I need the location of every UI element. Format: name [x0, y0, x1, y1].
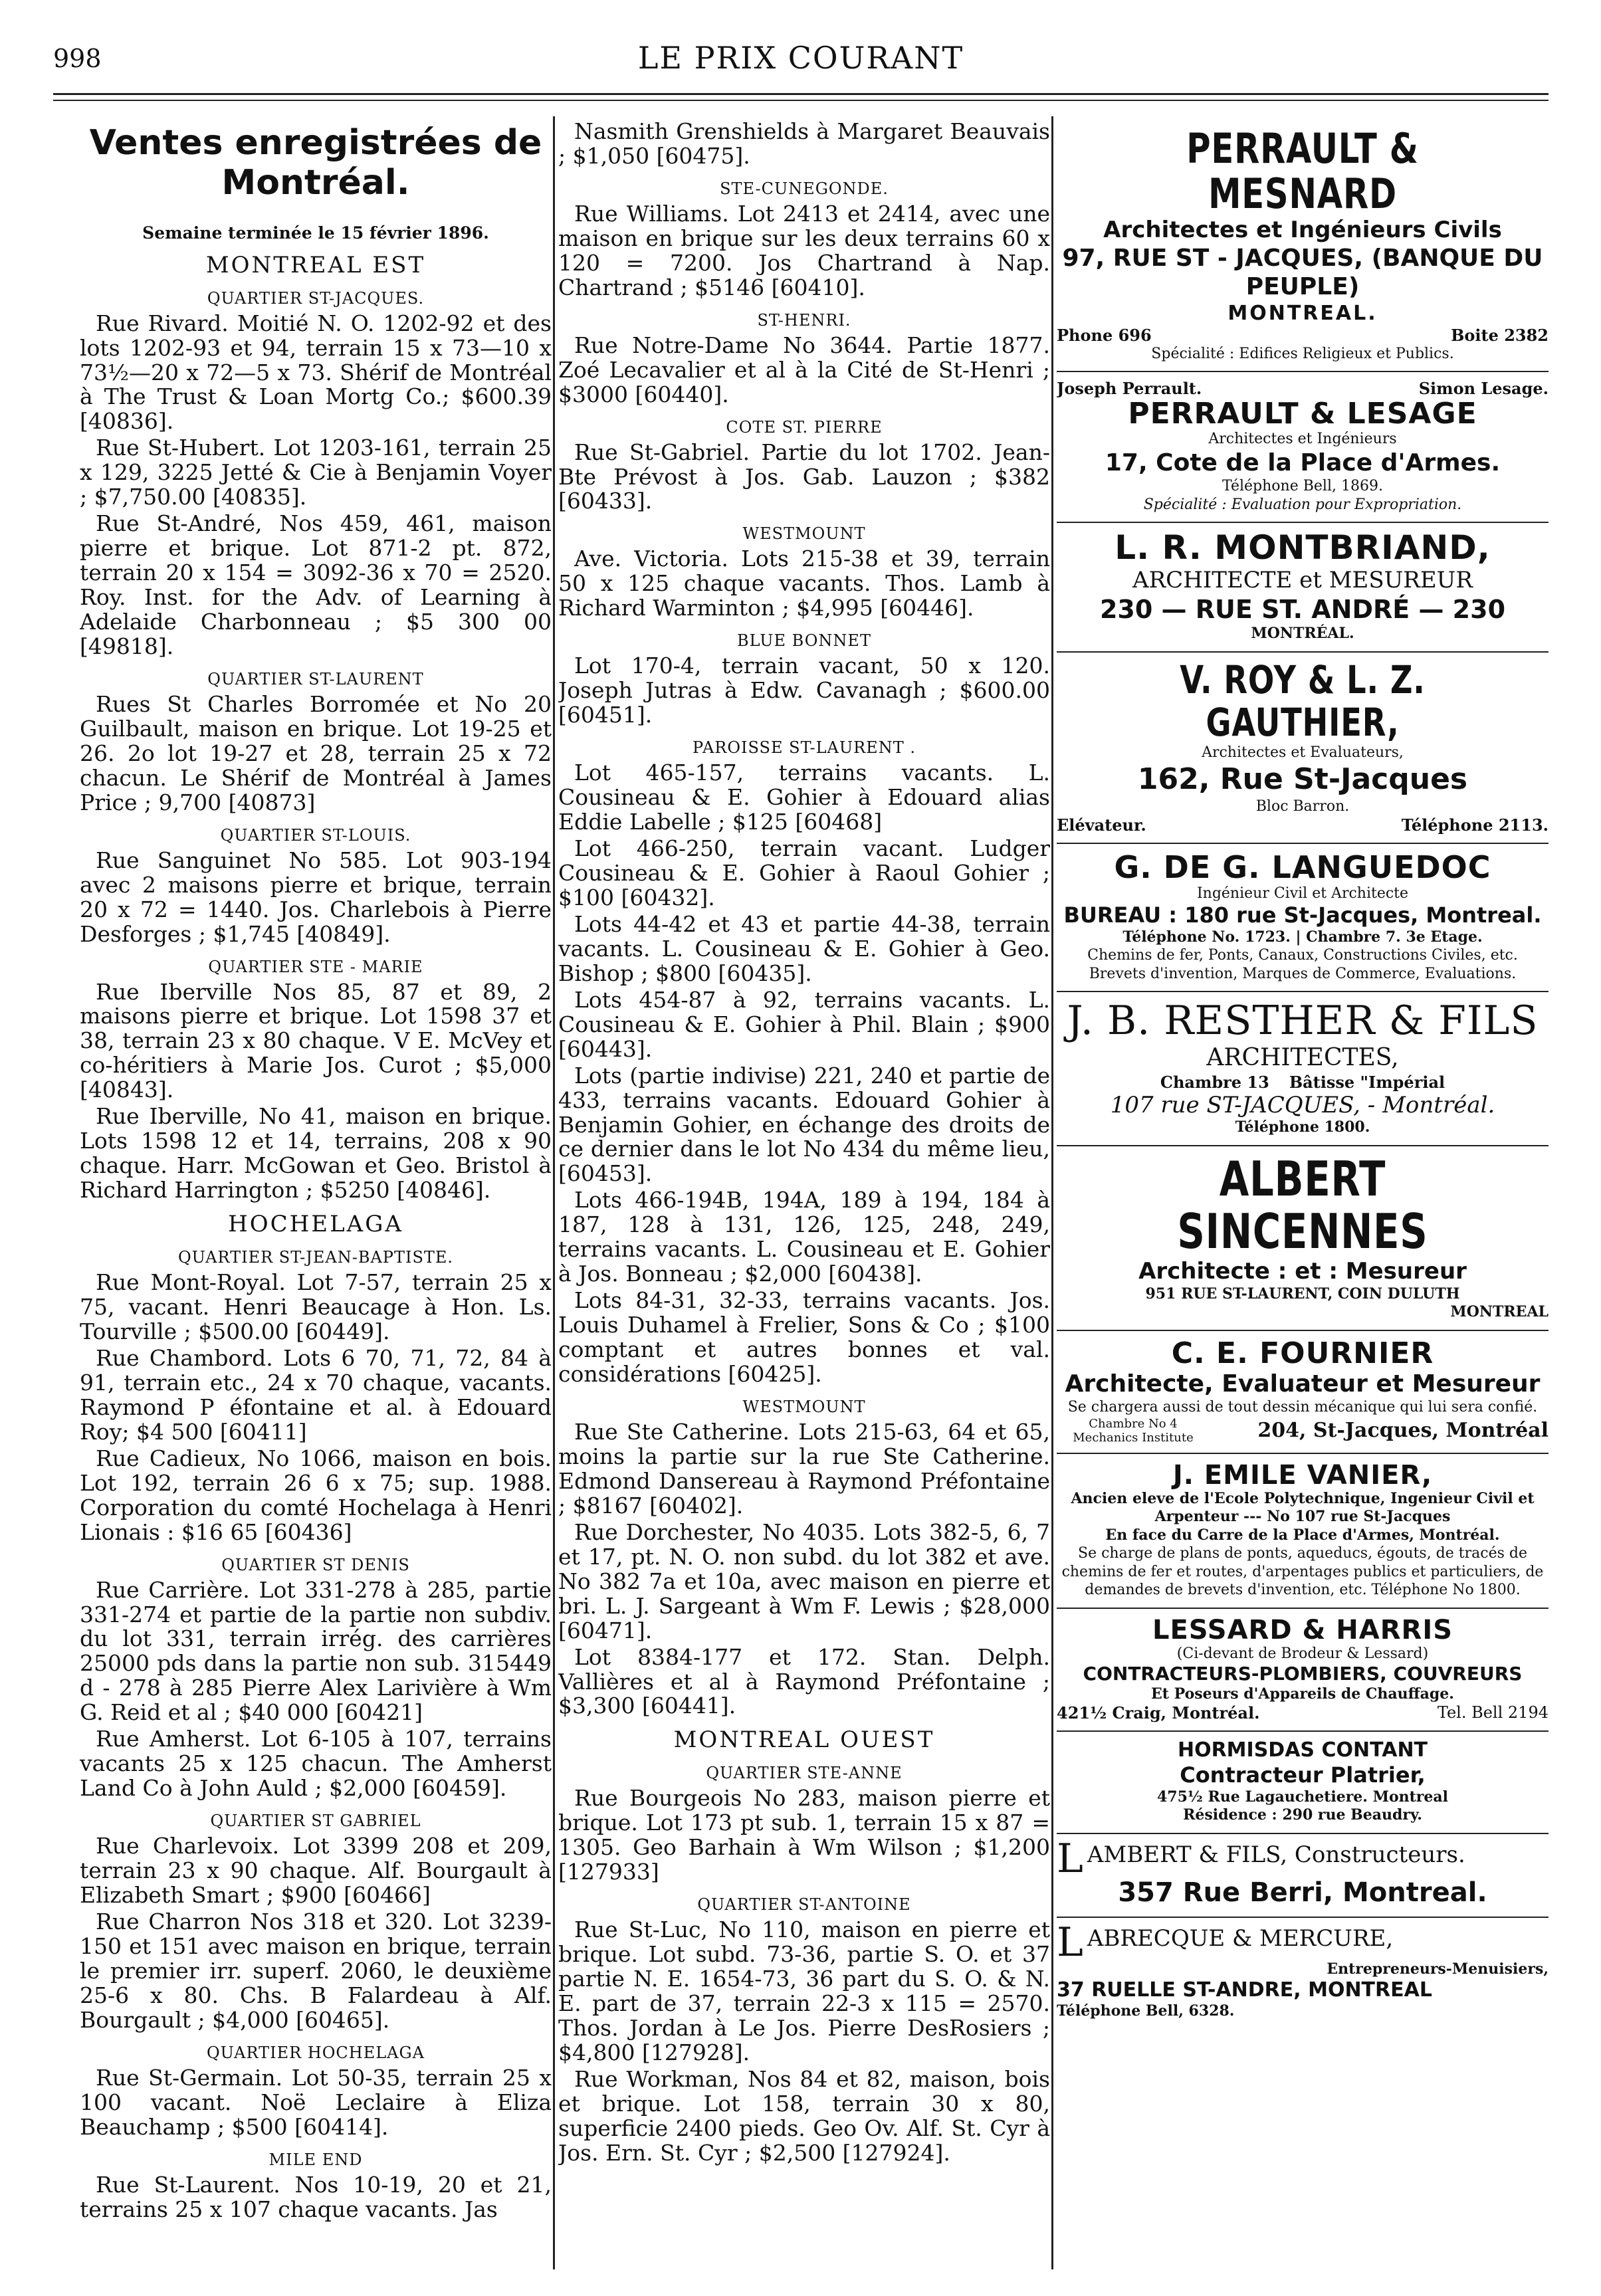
sale-entry: Rue St-Gabriel. Partie du lot 1702. Jean-Bte Prévost à Jos. Gab. Lauzon ; $382 [60433]. [558, 439, 1050, 514]
ad-montbriand [1057, 523, 1548, 653]
ad-address: 951 RUE ST-LAURENT, COIN DULUTH [1145, 1285, 1460, 1303]
ad-title: PERRAULT & LESAGE [1128, 397, 1477, 431]
ad-line: CONTRACTEURS-PLOMBIERS, COUVREURS [1083, 1663, 1523, 1685]
ad-perrault-mesnard [1057, 120, 1548, 372]
sale-entry: Lot 465-157, terrains vacants. L. Cousineau & E. Gohier à Edouard alias Eddie Labelle ; $125 [60468] [558, 760, 1050, 835]
ad-line: Spécialité : Edifices Religieux et Publics. [1151, 345, 1454, 362]
ad-title: PERRAULT & MESNARD [1186, 124, 1419, 219]
sale-entry: Rue Ste Catherine. Lots 215-63, 64 et 65, moins la partie sur la rue Ste Catherine. Edmond Dansereau à Raymond Préfontaine ; $8167 [60402]. [558, 1418, 1050, 1518]
quarter-heading: QUARTIER ST-JACQUES. [207, 288, 425, 308]
col1-items [80, 289, 552, 2222]
ad-line: Architectes et Ingénieurs Civils [1103, 217, 1502, 244]
ad-line: Chemins de fer, Ponts, Canaux, Constructions Civiles, etc. Brevets d'invention, Marques de Commerce, Evaluations. [1087, 947, 1518, 982]
quarter-heading: QUARTIER ST DENIS [221, 1555, 410, 1574]
ad-title: C. E. FOURNIER [1171, 1336, 1434, 1370]
ad-room: Chambre No 4 Mechanics Institute [1073, 1416, 1194, 1445]
ad-address: 421½ Craig, Montréal. [1057, 1703, 1260, 1723]
sale-entry: Rue Carrière. Lot 331-278 à 285, partie 331-274 et partie de la partie non subdiv. du lot 331, terrain irrég. des carrières 25000 pds dans la partie non sub. 315449 d - 278 à 285 Pierre Alex Larivière à Wm G. Reid et al ; $40 000 [60421] [80, 1576, 552, 1726]
sale-entry: Lots 84-31, 32-33, terrains vacants. Jos. Louis Duhamel à Frelier, Sons & Co ; $100 comptant et autres bonnes et val. considérations [60425]. [558, 1287, 1050, 1388]
ad-address: 107 rue ST-JACQUES, - Montréal. [1110, 1092, 1495, 1119]
ad-address: 357 Rue Berri, Montreal. [1118, 1877, 1487, 1908]
header-rule-thin [53, 100, 1548, 101]
ad-title: AMBERT & FILS, Constructeurs. [1087, 1841, 1465, 1868]
ad-line: Ancien eleve de l'Ecole Polytechnique, Ingenieur Civil et Arpenteur --- No 107 rue St-Jacques [1071, 1489, 1535, 1526]
sale-entry: Lot 466-250, terrain vacant. Ludger Cousineau & E. Gohier à Raoul Gohier ; $100 [60432]. [558, 835, 1050, 910]
ad-title: J. B. RESTHER & FILS [1067, 997, 1539, 1045]
ad-address: 37 RUELLE ST-ANDRE, MONTREAL [1057, 1978, 1432, 2002]
week-line: Semaine terminée le 15 février 1896. [142, 223, 489, 243]
sale-entry: Rues St Charles Borromée et No 20 Guilbault, maison en brique. Lot 19-25 et 26. 2o lot 19-27 et 28, terrain 25 x 72 chacun. Le Shérif de Montréal à James Price ; 9,700 [40873] [80, 690, 552, 815]
ad-languedoc [1057, 844, 1548, 992]
ad-title: LESSARD & HARRIS [1152, 1614, 1453, 1645]
ad-title: L. R. MONTBRIAND, [1115, 528, 1491, 568]
sale-entry: Rue Cadieux, No 1066, maison en bois. Lot 192, terrain 26 6 x 75; sup. 1988. Corporation du comté Hochelaga à Henri Lionais : $16 65 [60436] [80, 1445, 552, 1545]
ad-vanier [1057, 1454, 1548, 1609]
sale-entry: Rue St-Luc, No 110, maison en pierre et brique. Lot subd. 73-36, partie S. O. et 37 partie N. E. 1654-73, 36 part du S. O. & N. E. part de 37, terrain 22-3 x 115 = 2570. Thos. Jordan à Le Jos. Pierre DesRosiers ; $4,800 [127928]. [558, 1917, 1050, 2065]
ad-city: MONTRÉAL. [1251, 625, 1354, 643]
sale-entry: Rue Iberville Nos 85, 87 et 89, 2 maisons pierre et brique. Lot 1598 37 et 38, terrain 23 x 80 chaque. V E. McVey et co-héritiers à Marie Jos. Curot ; $5,000 [40843]. [80, 978, 552, 1103]
ad-name: Joseph Perrault. [1057, 379, 1202, 399]
quarter-heading: QUARTIER ST-JEAN-BAPTISTE. [177, 1248, 454, 1267]
sales-column-1 [80, 120, 552, 2273]
ad-line: ARCHITECTE et MESUREUR [1132, 567, 1473, 594]
ad-line: Téléphone No. 1723. | Chambre 7. 3e Etage. [1122, 928, 1483, 946]
ad-line: (Ci-devant de Brodeur & Lessard) [1176, 1645, 1429, 1662]
quarter-heading: BLUE BONNET [737, 631, 871, 651]
sale-entry: Rue St-Hubert. Lot 1203-161, terrain 25 x 129, 3225 Jetté & Cie à Benjamin Voyer ; $7,750.00 [40835]. [80, 435, 552, 510]
sale-entry: Lots 454-87 à 92, terrains vacants. L. Cousineau & E. Gohier à Phil. Blain ; $900 [60443]. [558, 986, 1050, 1062]
ad-phone: Téléphone 1800. [1235, 1118, 1370, 1136]
sale-entry: Rue Mont-Royal. Lot 7-57, terrain 25 x 75, vacant. Henri Beaucage à Hon. Ls. Tourville ; $500.00 [60449]. [80, 1269, 552, 1344]
drop-initial: L [1057, 1835, 1083, 1882]
quarter-heading: COTE ST. PIERRE [726, 417, 883, 437]
ad-line: Résidence : 290 rue Beaudry. [1183, 1806, 1422, 1824]
ad-lambert [1057, 1834, 1548, 1918]
ad-phone: Téléphone Bell, 6328. [1057, 2002, 1235, 2020]
page-header [53, 35, 1548, 88]
column-divider [553, 116, 555, 2269]
ad-address: 162, Rue St-Jacques [1137, 762, 1468, 796]
quarter-heading: QUARTIER ST-LOUIS. [220, 825, 411, 845]
sale-entry: Rue Sanguinet No 585. Lot 903-194 avec 2 maisons pierre et brique, terrain 20 x 72 = 1440. Jos. Charlebois à Pierre Desforges ; $1,745 [40849]. [80, 847, 552, 947]
sale-entry: Rue Charron Nos 318 et 320. Lot 3239-150 et 151 avec maison en brique, terrain le premier irr. superf. 2060, le deuxième 25-6 x 80. Chs. B Falardeau à Alf. Bourgault ; $4,000 [60465]. [80, 1909, 552, 2033]
quarter-heading: WESTMOUNT [742, 1397, 866, 1416]
ad-line: Entrepreneurs-Menuisiers, [1327, 1960, 1548, 1978]
sale-entry: Rue Williams. Lot 2413 et 2414, avec une maison en brique sur les deux terrains 60 x 120 = 7200. Jos Chartrand à Nap. Chartrand ; $5146 [60410]. [558, 200, 1050, 300]
sale-entry: Lot 8384-177 et 172. Stan. Delph. Vallières et al à Raymond Préfontaine ; $3,300 [60441]. [558, 1643, 1050, 1719]
ad-room: Chambre 13 [1160, 1073, 1269, 1093]
ad-line: Et Poseurs d'Appareils de Chauffage. [1151, 1685, 1454, 1703]
ad-line: Architectes et Ingénieurs [1208, 431, 1397, 448]
ad-line: ARCHITECTES, [1206, 1044, 1399, 1072]
ad-roy-gauthier [1057, 653, 1548, 844]
ad-name: Simon Lesage. [1418, 379, 1548, 399]
quarter-heading: QUARTIER STE - MARIE [208, 957, 423, 976]
quarter-heading: QUARTIER ST-ANTOINE [697, 1895, 911, 1915]
ad-title: G. DE G. LANGUEDOC [1114, 849, 1491, 886]
quarter-heading: STE-CUNEGONDE. [720, 179, 889, 198]
quarter-heading: QUARTIER ST-LAURENT [207, 669, 424, 688]
header-rule [53, 93, 1548, 95]
ad-line: Se charge de plans de ponts, aqueducs, égouts, de tracés de chemins de fer et routes, d'arpentages publics et particuliers, de demandes de brevets d'invention, etc. Téléphone No 1800. [1061, 1545, 1544, 1599]
section-title: Ventes enregistrées de Montréal. [89, 123, 542, 203]
sale-entry: Rue Workman, Nos 84 et 82, maison, bois et brique. Lot 158, terrain 30 x 80, superficie 2400 pieds. Geo Ov. Alf. St. Cyr à Jos. Ern. St. Cyr ; $2,500 [127924]. [558, 2065, 1050, 2166]
ad-line: Se chargera aussi de tout dessin mécanique qui lui sera confié. [1067, 1399, 1538, 1416]
sale-entry: Rue Iberville, No 41, maison en brique. Lots 1598 12 et 14, terrains, 208 x 90 chaque. Harr. McGowan et Geo. Bristol à Richard Harrington ; $5250 [40846]. [80, 1103, 552, 1203]
sale-entry: Rue Notre-Dame No 3644. Partie 1877. Zoé Lecavalier et al à la Cité de St-Henri ; $3000 [60440]. [558, 332, 1050, 407]
district-heading: MONTREAL OUEST [673, 1726, 935, 1754]
ad-lessard-harris [1057, 1609, 1548, 1732]
ad-address: 97, RUE ST - JACQUES, (BANQUE DU PEUPLE) [1062, 245, 1543, 301]
sales-column-2 [558, 120, 1050, 2273]
ad-title: J. EMILE VANIER, [1172, 1459, 1433, 1491]
sale-entry: Rue Charlevoix. Lot 3399 208 et 209, terrain 23 x 90 chaque. Alf. Bourgault à Elizabeth Smart ; $900 [60466] [80, 1833, 552, 1909]
sale-entry: Rue Amherst. Lot 6-105 à 107, terrains vacants 25 x 125 chacun. The Amherst Land Co à John Auld ; $2,000 [60459]. [80, 1726, 552, 1802]
sale-entry: Rue Chambord. Lots 6 70, 71, 72, 84 à 91, terrain etc., 24 x 70 chaque, vacants. Raymond P éfontaine et al. à Edouard Roy; $4 500 [60411] [80, 1344, 552, 1445]
ad-title: ALBERT SINCENNES [1177, 1150, 1428, 1259]
ad-perrault-lesage [1057, 372, 1548, 523]
ad-resther [1057, 992, 1548, 1146]
ad-line: En face du Carre de la Place d'Armes, Montréal. [1105, 1526, 1500, 1544]
ad-building: Bâtisse "Impérial [1289, 1073, 1445, 1093]
ad-title: HORMISDAS CONTANT [1177, 1738, 1428, 1762]
sale-entry: Nasmith Grenshields à Margaret Beauvais ; $1,050 [60475]. [558, 120, 1050, 169]
ad-title: V. ROY & L. Z. GAUTHIER, [1180, 657, 1426, 745]
ad-line: Bloc Barron. [1255, 797, 1350, 815]
sale-entry: Lot 170-4, terrain vacant, 50 x 120. Joseph Jutras à Edw. Cavanagh ; $600.00 [60451]. [558, 653, 1050, 728]
sale-entry: Lots 44-42 et 43 et partie 44-38, terrain vacants. L. Cousineau & E. Gohier à Geo. Bishop ; $800 [60435]. [558, 910, 1050, 986]
col2-items [558, 120, 1050, 2166]
sale-entry: Lots 466-194B, 194A, 189 à 194, 184 à 187, 128 à 131, 126, 125, 248, 249, terrains vacants. L. Cousineau et E. Gohier à Jos. Bonneau ; $2,000 [60438]. [558, 1187, 1050, 1287]
column-divider [1051, 116, 1053, 2269]
ad-phone: Téléphone 2113. [1401, 815, 1548, 835]
advertisements-column [1057, 120, 1548, 2273]
district-heading: HOCHELAGA [228, 1211, 403, 1238]
quarter-heading: ST-HENRI. [757, 310, 851, 330]
ad-line: Architectes et Evaluateurs, [1202, 744, 1404, 762]
sale-entry: Rue St-Laurent. Nos 10-19, 20 et 21, terrains 25 x 107 chaque vacants. Jas [80, 2171, 552, 2222]
page-number: 998 [53, 44, 102, 73]
quarter-heading: QUARTIER ST GABRIEL [210, 1812, 421, 1831]
ad-contant [1057, 1732, 1548, 1833]
ad-line: Architecte : et : Mesureur [1138, 1257, 1467, 1285]
ad-city: MONTREAL. [1227, 301, 1378, 325]
ad-line: Téléphone Bell, 1869. [1222, 478, 1383, 495]
ad-phone: Phone 696 [1057, 325, 1152, 345]
ad-phone: Tel. Bell 2194 [1437, 1703, 1548, 1722]
ad-elevator: Elévateur. [1057, 815, 1146, 835]
ad-labrecque-mercure [1057, 1918, 1548, 2029]
quarter-heading: QUARTIER HOCHELAGA [206, 2043, 425, 2062]
ad-address: 230 — RUE ST. ANDRÉ — 230 [1099, 594, 1506, 624]
sale-entry: Lots (partie indivise) 221, 240 et partie de 433, terrains vacants. Edouard Gohier à Benjamin Gohier, en échange des droits de ce dernier dans le lot No 434 du même lieu, [60453]. [558, 1062, 1050, 1187]
quarter-heading: MILE END [268, 2150, 363, 2169]
ad-sincennes [1057, 1146, 1548, 1331]
ad-line: Ingénieur Civil et Architecte [1196, 885, 1409, 902]
sale-entry: Rue Bourgeois No 283, maison pierre et brique. Lot 173 pt sub. 1, terrain 15 x 87 = 1305. Geo Barhain à Wm Wilson ; $1,200 [127933] [558, 1785, 1050, 1885]
ad-address: 204, St-Jacques, Montréal [1257, 1419, 1548, 1443]
ad-line: Spécialité : Evaluation pour Expropriation. [1143, 496, 1462, 513]
quarter-heading: PAROISSE ST-LAURENT . [693, 738, 916, 758]
ad-address: 475½ Rue Lagauchetiere. Montreal [1156, 1788, 1448, 1806]
ad-box: Boite 2382 [1451, 325, 1548, 345]
sale-entry: Rue St-Germain. Lot 50-35, terrain 25 x 100 vacant. Noë Leclaire à Eliza Beauchamp ; $500 [60414]. [80, 2064, 552, 2140]
quarter-heading: WESTMOUNT [742, 524, 866, 544]
ad-city: MONTREAL [1450, 1303, 1548, 1321]
sale-entry: Rue Dorchester, No 4035. Lots 382-5, 6, 7 et 17, pt. N. O. non subd. du lot 382 et ave. No 382 7a et 10a, avec maison en pierre et bri. L. J. Sargeant à Wm F. Lewis ; $28,000 [60471]. [558, 1518, 1050, 1643]
ad-address: BUREAU : 180 rue St-Jacques, Montreal. [1063, 902, 1542, 928]
ad-fournier [1057, 1331, 1548, 1454]
ad-line: Architecte, Evaluateur et Mesureur [1065, 1370, 1541, 1398]
quarter-heading: QUARTIER STE-ANNE [706, 1764, 903, 1783]
journal-title: LE PRIX COURANT [637, 40, 964, 76]
district-heading: MONTREAL EST [205, 251, 426, 278]
ad-address: 17, Cote de la Place d'Armes. [1105, 449, 1501, 476]
ad-line: Contracteur Platrier, [1180, 1762, 1426, 1788]
sale-entry: Rue St-André, Nos 459, 461, maison pierre et brique. Lot 871-2 pt. 872, terrain 20 x 154 = 3092-36 x 70 = 2520. Roy. Inst. for the Adv. of Learning à Adelaide Charbonneau ; $5 300 00 [49818]. [80, 510, 552, 659]
sale-entry: Rue Rivard. Moitié N. O. 1202-92 et des lots 1202-93 et 94, terrain 15 x 73—10 x 73½—20 x 72—5 x 73. Shérif de Montréal à The Trust & Loan Mortg Co.; $600.39 [40836]. [80, 310, 552, 435]
drop-initial: L [1057, 1919, 1083, 1966]
ad-title: ABRECQUE & MERCURE, [1087, 1925, 1394, 1952]
sale-entry: Ave. Victoria. Lots 215-38 et 39, terrain 50 x 125 chaque vacants. Thos. Lamb à Richard Warminton ; $4,995 [60446]. [558, 546, 1050, 621]
